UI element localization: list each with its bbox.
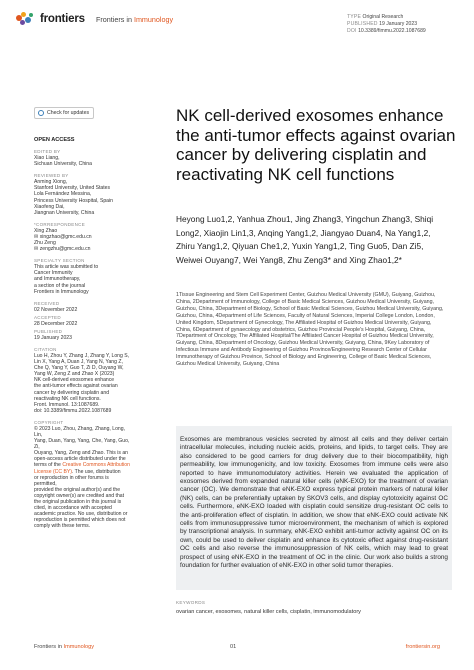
email-1[interactable]: xingzhao@gmc.edu.cn bbox=[39, 233, 92, 240]
page-header bbox=[0, 0, 474, 40]
article-sidebar bbox=[34, 107, 132, 530]
check-for-updates-button[interactable] bbox=[34, 107, 94, 119]
journal-title: Immunology bbox=[133, 14, 174, 24]
keywords: ovarian cancer, exosomes, natural killer cells, cisplatin, immunomodulatory bbox=[176, 609, 361, 615]
brand-name: frontiers bbox=[40, 13, 85, 25]
logo-dot-purple bbox=[20, 20, 25, 25]
update-icon bbox=[38, 110, 44, 116]
type-label: TYPE bbox=[347, 14, 362, 20]
correspondence-label: *CORRESPONDENCE bbox=[34, 221, 86, 227]
open-access-label: OPEN ACCESS bbox=[34, 137, 75, 143]
abstract-text: Exosomes are membranous vesicles secreted by almost all cells and they deliver certain intracellular molecules, including nucleic acids, proteins, and lipids, to target cells. They are also considered to be good carriers for drug delivery due to their biocompatibility, high permeability, low immunogenicity, and low toxicity. Exosomes from immune cells were also reported to have immunomodulatory activities. Herein we evaluated the application of exosomes derived from expanded natural killer cells (eNK-EXO) for the treatment of ovarian cancer (OC). We demonstrate that eNK-EXO express typical protein markers of natural killer (NK) cells, can be preferentially uptaken by SKOV3 cells, and display cytotoxicity against OC cells. Furthermore, eNK-EXO loaded with cisplatin could sensitize drug-resistant OC cells to the anti-proliferation effect of cisplatin. In addition, we show that eNK-EXO could activate NK cells from immunosuppressive tumor microenvironment, the mechanism of which is explored by transcriptional analysis. In summary, eNK-EXO exhibit anti-tumor activity against OC on its own, could be used to deliver cisplatin and enhance its cytotoxic effect against drug-resistant OC cells and also reverse the immunosuppression of NK cells, which may lead to great prospect of using eNK-EXO in the treatment of OC in the clinic. Our work also builds a strong foundation for further evaluation of eNK-EXO in other solid tumor therapies. bbox=[180, 436, 448, 570]
specialty-section: This article was submitted to Cancer Immunity and Immunotherapy, a section of the journal Frontiers in Immunology bbox=[34, 264, 99, 295]
cc-license-link[interactable]: Creative Commons Attribution License (CC BY) bbox=[34, 462, 130, 475]
footer-journal-prefix: Frontiers in bbox=[34, 644, 62, 650]
footer-journal-name: Immunology bbox=[63, 644, 95, 650]
page-number: 01 bbox=[230, 644, 237, 650]
copyright-label: COPYRIGHT bbox=[34, 419, 64, 425]
edited-by: Xiao Liang, Sichuan University, China bbox=[34, 155, 92, 168]
frontiers-logo-icon bbox=[16, 12, 36, 26]
check-for-updates-label: Check for updates bbox=[47, 109, 90, 116]
abstract-box bbox=[176, 426, 452, 590]
footer-journal[interactable] bbox=[34, 644, 94, 650]
email-2[interactable]: zengzhu@gmc.edu.cn bbox=[39, 246, 91, 253]
reviewed-by: Anming Xiong, Stanford University, United States Lola Fernández Messina, Princess University Hospital, Spain Xiaofeng Dai, Jiangnan University, China bbox=[34, 179, 113, 216]
published-date: 19 January 2023 bbox=[34, 334, 72, 341]
journal-prefix: Frontiers in bbox=[96, 14, 132, 24]
copyright-part-2: . The use, distribution or reproduction in other forums is permitted, provided the original author(s) and the copyright owner(s) are credited and that the original publication in this journal is cited, in accordance with accepted academic practice. No use, distribution or reproduction is permitted which does not comply with these terms. bbox=[34, 468, 128, 530]
article-meta bbox=[347, 14, 426, 36]
article-title: NK cell-derived exosomes enhance the anti-tumor effects against ovarian cancer by delivering cisplatin and reactivating NK cell functions bbox=[176, 106, 456, 184]
sidebar-published-label: PUBLISHED bbox=[34, 328, 63, 334]
received-date: 02 November 2022 bbox=[34, 306, 78, 313]
correspondence-author-2: Zhu Zeng bbox=[34, 240, 56, 247]
correspondence-email-1[interactable]: ✉ xingzhao@gmc.edu.cn bbox=[34, 233, 92, 240]
accepted-label: ACCEPTED bbox=[34, 314, 61, 320]
copyright-part-1: © 2023 Luo, Zhou, Zhang, Zhang, Long, Lin, Yang, Duan, Yang, Yang, Che, Yang, Guo, Zi, Ouyang, Yang, Zeng and Zhao. This is an open-access article distributed under the terms of the bbox=[34, 425, 130, 469]
reviewed-by-label: REVIEWED BY bbox=[34, 173, 69, 179]
accepted-date: 28 December 2022 bbox=[34, 320, 78, 327]
specialty-label: SPECIALTY SECTION bbox=[34, 258, 85, 264]
footer-site-link[interactable]: frontiersin.org bbox=[405, 644, 440, 650]
edited-by-label: EDITED BY bbox=[34, 149, 61, 155]
logo-dot-blue bbox=[25, 17, 31, 23]
doi-value[interactable]: 10.3389/fimmu.2022.1087689 bbox=[358, 28, 426, 35]
copyright-text bbox=[34, 426, 132, 530]
journal-name[interactable] bbox=[96, 15, 173, 24]
doi-label: DOI bbox=[347, 28, 357, 35]
keywords-label: KEYWORDS bbox=[176, 600, 206, 605]
affiliations: 1Tissue Engineering and Stem Cell Experiment Center, Guizhou Medical University (GMU), Guiyang, Guizhou, China, 2Department of Immunology, College of Basic Medical Sciences, Guizhou Medical University, Guiyang, Guizhou, China, 3Department of Biology, School of Basic Medical Sciences, Guizhou Medical University, Guiyang, Guizhou, China, 4Department of Life Sciences, Faculty of Natural Sciences, Imperial College London, London, United Kingdom, 5Department of Gynecology, The Affiliated Hospital of Guizhou Medical University, Guiyang, China, 6Department of gynaecology and obstetrics, Guizhou Provincial People's Hospital, Guiyang, China, 7Department of Oncology, The Affiliated Hospital/The Affiliated Cancer Hospital of Guizhou Medical University, Guiyang, China, 8Department of Oncology, Guizhou Medical University, Guiyang, China, 9Key Laboratory of Infectious Immune and Antibody Engineering of Guizhou Province/Engineering Research Center of Cellular Immunotherapy of Guizhou Province, School of Biology and Engineering, College of Basic Medical Sciences, Guizhou Medical University, Guiyang, China bbox=[176, 292, 444, 368]
published-label: PUBLISHED bbox=[347, 21, 378, 28]
logo-dot-yellow bbox=[21, 12, 26, 17]
frontiers-logo[interactable] bbox=[16, 12, 85, 26]
published-value: 19 January 2023 bbox=[379, 21, 418, 28]
logo-dot-green bbox=[29, 13, 33, 17]
author-list: Heyong Luo1,2, Yanhua Zhou1, Jing Zhang3, Yingchun Zhang3, Shiqi Long2, Xiaojin Lin1,3, Anqing Yang1,2, Jiangyao Duan4, Na Yang1,2, Zhiru Yang1,2, Qiyuan Che1,2, Yuxin Yang1,2, Ting Guo5, Dan Zi5, Weiwei Ouyang7, Wei Yang8, Zhu Zeng3* and Xing Zhao1,2* bbox=[176, 214, 434, 265]
correspondence-author-1: Xing Zhao bbox=[34, 227, 58, 234]
received-label: RECEIVED bbox=[34, 300, 60, 306]
citation-label: CITATION bbox=[34, 346, 57, 352]
citation-text: Luo H, Zhou Y, Zhang J, Zhang Y, Long S, Lin X, Yang A, Duan J, Yang N, Yang Z, Che Q, Yang Y, Guo T, Zi D, Ouyang W, Yang W, Zeng Z and Zhao X (2023) NK cell-derived exosomes enhance the anti-tumor effects against ovarian cancer by delivering cisplatin and reactivating NK cell functions. Front. Immunol. 13:1087689. doi: 10.3389/fimmu.2022.1087689 bbox=[34, 352, 130, 414]
type-value: Original Research bbox=[362, 14, 404, 20]
correspondence-email-2[interactable]: ✉ zengzhu@gmc.edu.cn bbox=[34, 246, 91, 253]
